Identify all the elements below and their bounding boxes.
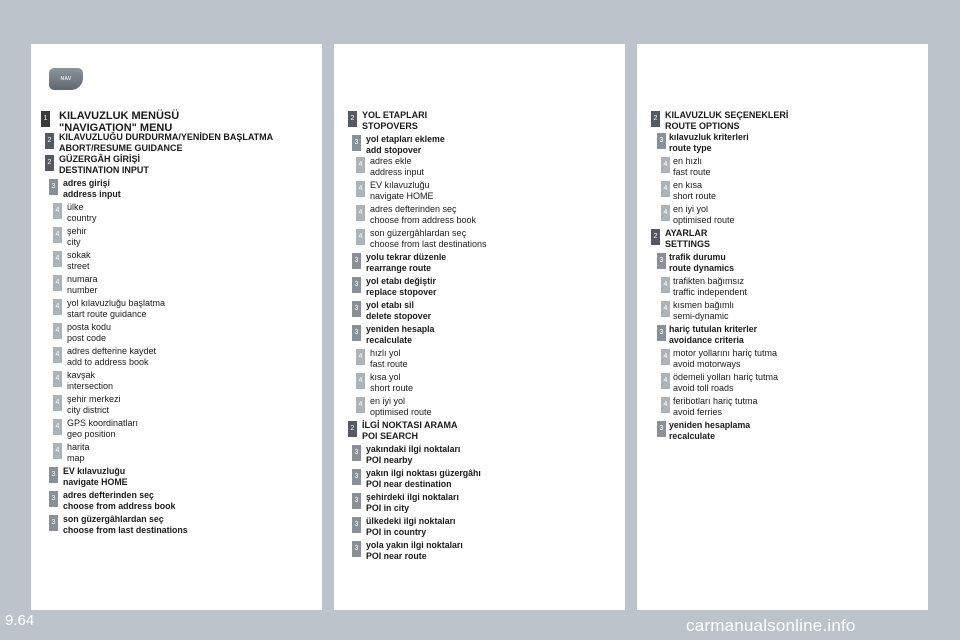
entry-label-tr: sokak xyxy=(67,250,91,260)
entry-text xyxy=(67,442,90,464)
entry-label-tr: ülkedeki ilgi noktaları xyxy=(366,516,456,526)
entry-text xyxy=(669,132,749,154)
entry-label-tr: yeniden hesapla xyxy=(366,324,435,334)
level-badge: 4 xyxy=(53,371,62,387)
entry-label-tr: yol kılavuzluğu başlatma xyxy=(67,298,166,308)
level-badge: 3 xyxy=(352,469,361,485)
entry-label-en: semi-dynamic xyxy=(673,311,729,321)
entry-label-tr: en kısa xyxy=(673,180,703,190)
entry-label-en: number xyxy=(67,285,98,295)
entry-label-en: add to address book xyxy=(67,357,149,367)
entry-text xyxy=(665,110,788,132)
entry-label-en: optimised route xyxy=(673,215,735,225)
entry-label-en: "NAVIGATION" MENU xyxy=(59,122,173,134)
entry-text xyxy=(673,276,747,298)
level-badge: 4 xyxy=(661,157,670,173)
entry-text xyxy=(63,466,128,488)
entry-label-tr: adres ekle xyxy=(370,156,412,166)
entry-text xyxy=(366,468,481,490)
entry-text xyxy=(370,156,424,178)
entry-text xyxy=(63,490,175,512)
entry-label-tr: motor yollarını hariç tutma xyxy=(673,348,778,358)
entry-text xyxy=(673,156,711,178)
level-badge: 3 xyxy=(352,517,361,533)
entry-label-en: intersection xyxy=(67,381,114,391)
column-panel-3 xyxy=(637,44,928,610)
entry-label-tr: yol etabı değiştir xyxy=(366,276,436,286)
entry-text xyxy=(370,396,432,418)
level-badge: 3 xyxy=(352,493,361,509)
level-badge: 2 xyxy=(45,133,54,149)
entry-text xyxy=(665,228,710,250)
entry-label-en: avoid ferries xyxy=(673,407,723,417)
entry-label-tr: ülke xyxy=(67,202,84,212)
page-number: 9.64 xyxy=(5,612,35,629)
entry-text xyxy=(67,202,97,224)
entry-text xyxy=(366,252,446,274)
entry-text xyxy=(673,396,758,418)
entry-text xyxy=(370,180,434,202)
entry-label-en: start route guidance xyxy=(67,309,147,319)
level-badge: 3 xyxy=(352,253,361,269)
entry-label-tr: adres defterinden seç xyxy=(63,490,154,500)
entry-label-en: choose from last destinations xyxy=(63,525,188,535)
level-badge: 3 xyxy=(49,515,58,531)
entry-label-en: ABORT/RESUME GUIDANCE xyxy=(59,143,183,153)
entry-text xyxy=(370,348,408,370)
entry-label-en: delete stopover xyxy=(366,311,432,321)
entry-text xyxy=(669,324,757,346)
level-badge: 4 xyxy=(661,373,670,389)
entry-text xyxy=(370,372,413,394)
entry-text xyxy=(67,226,87,248)
level-badge: 4 xyxy=(356,157,365,173)
entry-label-en: country xyxy=(67,213,97,223)
entry-label-en: fast route xyxy=(370,359,408,369)
entry-label-tr: GÜZERGÂH GİRİŞİ xyxy=(59,154,141,164)
entry-label-tr: şehirdeki ilgi noktaları xyxy=(366,492,459,502)
entry-label-en: DESTINATION INPUT xyxy=(59,165,149,175)
entry-label-en: choose from address book xyxy=(370,215,477,225)
level-badge: 4 xyxy=(53,299,62,315)
entry-text xyxy=(366,324,434,346)
level-badge: 4 xyxy=(356,181,365,197)
entry-label-tr: feribotları hariç tutma xyxy=(673,396,758,406)
entry-label-tr: posta kodu xyxy=(67,322,112,332)
entry-label-en: street xyxy=(67,261,90,271)
level-badge: 4 xyxy=(661,301,670,317)
entry-label-en: replace stopover xyxy=(366,287,437,297)
level-badge: 4 xyxy=(661,397,670,413)
entry-label-tr: en iyi yol xyxy=(370,396,406,406)
watermark: carmanualsonline.info xyxy=(686,616,856,635)
entry-text xyxy=(63,514,188,536)
level-badge: 4 xyxy=(53,419,62,435)
entry-label-tr: kavşak xyxy=(67,370,96,380)
entry-label-en: rearrange route xyxy=(366,263,432,273)
entry-label-en: address input xyxy=(370,167,425,177)
entry-label-tr: KILAVUZLUK SEÇENEKLERİ xyxy=(665,110,789,120)
entry-label-en: avoidance criteria xyxy=(669,335,744,345)
entry-label-tr: son güzergâhlardan seç xyxy=(63,514,164,524)
entry-label-tr: yola yakın ilgi noktaları xyxy=(366,540,463,550)
level-badge: 3 xyxy=(49,467,58,483)
entry-label-tr: adres defterine kaydet xyxy=(67,346,157,356)
entry-label-tr: yakın ilgi noktası güzergâhı xyxy=(366,468,481,478)
level-badge: 2 xyxy=(651,111,660,127)
entry-label-tr: son güzergâhlardan seç xyxy=(370,228,467,238)
entry-label-en: recalculate xyxy=(669,431,715,441)
level-badge: 4 xyxy=(661,277,670,293)
entry-label-tr: en iyi yol xyxy=(673,204,709,214)
entry-label-en: optimised route xyxy=(370,407,432,417)
level-badge: 3 xyxy=(657,421,666,437)
entry-text xyxy=(366,300,431,322)
entry-label-tr: yeniden hesaplama xyxy=(669,420,751,430)
entry-text xyxy=(67,346,156,368)
entry-label-en: short route xyxy=(673,191,717,201)
level-badge: 4 xyxy=(356,397,365,413)
level-badge: 4 xyxy=(53,227,62,243)
entry-label-en: POI SEARCH xyxy=(362,431,419,441)
entry-label-en: navigate HOME xyxy=(370,191,434,201)
level-badge: 2 xyxy=(348,111,357,127)
entry-text xyxy=(370,204,476,226)
column-panel-1 xyxy=(31,44,322,610)
entry-label-en: choose from address book xyxy=(63,501,176,511)
entry-label-tr: EV kılavuzluğu xyxy=(63,466,126,476)
entry-label-tr: hariç tutulan kriterler xyxy=(669,324,757,334)
entry-label-tr: adres defterinden seç xyxy=(370,204,457,214)
entry-label-en: geo position xyxy=(67,429,116,439)
entry-text xyxy=(59,154,149,176)
level-badge: 2 xyxy=(45,155,54,171)
level-badge: 4 xyxy=(53,251,62,267)
entry-label-tr: şehir xyxy=(67,226,87,236)
level-badge: 2 xyxy=(651,229,660,245)
level-badge: 4 xyxy=(356,229,365,245)
level-badge: 3 xyxy=(352,277,361,293)
level-badge: 4 xyxy=(661,349,670,365)
entry-label-tr: YOL ETAPLARI xyxy=(362,110,428,120)
entry-text xyxy=(67,418,138,440)
entry-text xyxy=(63,178,121,200)
entry-label-en: POI nearby xyxy=(366,455,413,465)
entry-label-tr: yol etapları ekleme xyxy=(366,134,445,144)
entry-text xyxy=(366,444,460,466)
entry-text xyxy=(67,394,121,416)
entry-label-en: fast route xyxy=(673,167,711,177)
entry-label-tr: kılavuzluk kriterleri xyxy=(669,132,749,142)
entry-text xyxy=(362,110,427,132)
level-badge: 4 xyxy=(53,323,62,339)
entry-label-en: ROUTE OPTIONS xyxy=(665,121,740,131)
entry-label-tr: KILAVUZLUK MENÜSÜ xyxy=(59,110,180,122)
level-badge: 4 xyxy=(356,349,365,365)
entry-label-en: city district xyxy=(67,405,110,415)
entry-label-tr: harita xyxy=(67,442,90,452)
entry-text xyxy=(366,492,459,514)
level-badge: 3 xyxy=(352,325,361,341)
level-badge: 4 xyxy=(53,347,62,363)
entry-label-en: STOPOVERS xyxy=(362,121,418,131)
level-badge: 4 xyxy=(356,205,365,221)
entry-label-tr: en hızlı xyxy=(673,156,703,166)
level-badge: 4 xyxy=(661,181,670,197)
entry-label-en: post code xyxy=(67,333,107,343)
entry-text xyxy=(59,110,179,134)
entry-text xyxy=(366,540,463,562)
entry-label-tr: İLGİ NOKTASI ARAMA xyxy=(362,420,458,430)
entry-text xyxy=(673,300,734,322)
entry-text xyxy=(669,420,750,442)
level-badge: 2 xyxy=(348,421,357,437)
entry-label-en: route dynamics xyxy=(669,263,735,273)
entry-label-en: route type xyxy=(669,143,712,153)
entry-text xyxy=(366,134,445,156)
entry-text xyxy=(370,228,487,250)
level-badge: 3 xyxy=(49,179,58,195)
entry-label-tr: adres girişi xyxy=(63,178,110,188)
entry-label-tr: hızlı yol xyxy=(370,348,401,358)
entry-text xyxy=(67,370,113,392)
entry-label-tr: yolu tekrar düzenle xyxy=(366,252,447,262)
entry-text xyxy=(673,348,777,370)
level-badge: 3 xyxy=(352,301,361,317)
level-badge: 3 xyxy=(352,541,361,557)
entry-label-en: POI near destination xyxy=(366,479,452,489)
entry-label-tr: yakındaki ilgi noktaları xyxy=(366,444,461,454)
nav-button-icon: NAV xyxy=(49,68,83,90)
entry-label-en: navigate HOME xyxy=(63,477,128,487)
level-badge: 4 xyxy=(661,205,670,221)
level-badge: 4 xyxy=(53,203,62,219)
level-badge: 4 xyxy=(53,443,62,459)
entry-label-tr: trafik durumu xyxy=(669,252,726,262)
level-badge: 4 xyxy=(53,395,62,411)
entry-text xyxy=(67,322,111,344)
entry-label-en: choose from last destinations xyxy=(370,239,487,249)
entry-label-en: city xyxy=(67,237,81,247)
entry-text xyxy=(673,180,716,202)
entry-label-tr: ödemeli yolları hariç tutma xyxy=(673,372,779,382)
level-badge: 3 xyxy=(657,325,666,341)
entry-label-en: POI in city xyxy=(366,503,410,513)
level-badge: 4 xyxy=(53,275,62,291)
level-badge: 3 xyxy=(49,491,58,507)
entry-label-en: short route xyxy=(370,383,414,393)
entry-label-tr: kısa yol xyxy=(370,372,401,382)
entry-text xyxy=(67,250,91,272)
entry-text xyxy=(366,276,436,298)
entry-text xyxy=(366,516,455,538)
entry-text xyxy=(67,298,165,320)
entry-text xyxy=(673,372,778,394)
entry-label-tr: numara xyxy=(67,274,98,284)
entry-label-tr: AYARLAR xyxy=(665,228,708,238)
entry-text xyxy=(67,274,98,296)
level-badge: 4 xyxy=(356,373,365,389)
entry-label-en: SETTINGS xyxy=(665,239,711,249)
entry-label-en: avoid toll roads xyxy=(673,383,734,393)
level-badge: 1 xyxy=(41,111,50,127)
entry-label-tr: KILAVUZLUĞU DURDURMA/YENİDEN BAŞLATMA xyxy=(59,132,274,142)
entry-label-en: add stopover xyxy=(366,145,422,155)
entry-text xyxy=(673,204,735,226)
column-panel-2 xyxy=(334,44,625,610)
entry-label-tr: şehir merkezi xyxy=(67,394,121,404)
entry-label-en: POI in country xyxy=(366,527,427,537)
entry-label-en: recalculate xyxy=(366,335,412,345)
level-badge: 3 xyxy=(657,253,666,269)
entry-text xyxy=(362,420,458,442)
entry-label-en: avoid motorways xyxy=(673,359,741,369)
entry-label-en: traffic independent xyxy=(673,287,747,297)
entry-label-tr: kısmen bağımlı xyxy=(673,300,735,310)
entry-label-en: address input xyxy=(63,189,121,199)
level-badge: 3 xyxy=(657,133,666,149)
entry-label-tr: yol etabı sil xyxy=(366,300,414,310)
entry-label-tr: EV kılavuzluğu xyxy=(370,180,430,190)
entry-text xyxy=(59,132,273,154)
entry-label-en: map xyxy=(67,453,85,463)
entry-label-tr: GPS koordinatları xyxy=(67,418,139,428)
level-badge: 3 xyxy=(352,135,361,151)
entry-text xyxy=(669,252,734,274)
entry-label-tr: trafikten bağımsız xyxy=(673,276,745,286)
level-badge: 3 xyxy=(352,445,361,461)
entry-label-en: POI near route xyxy=(366,551,427,561)
